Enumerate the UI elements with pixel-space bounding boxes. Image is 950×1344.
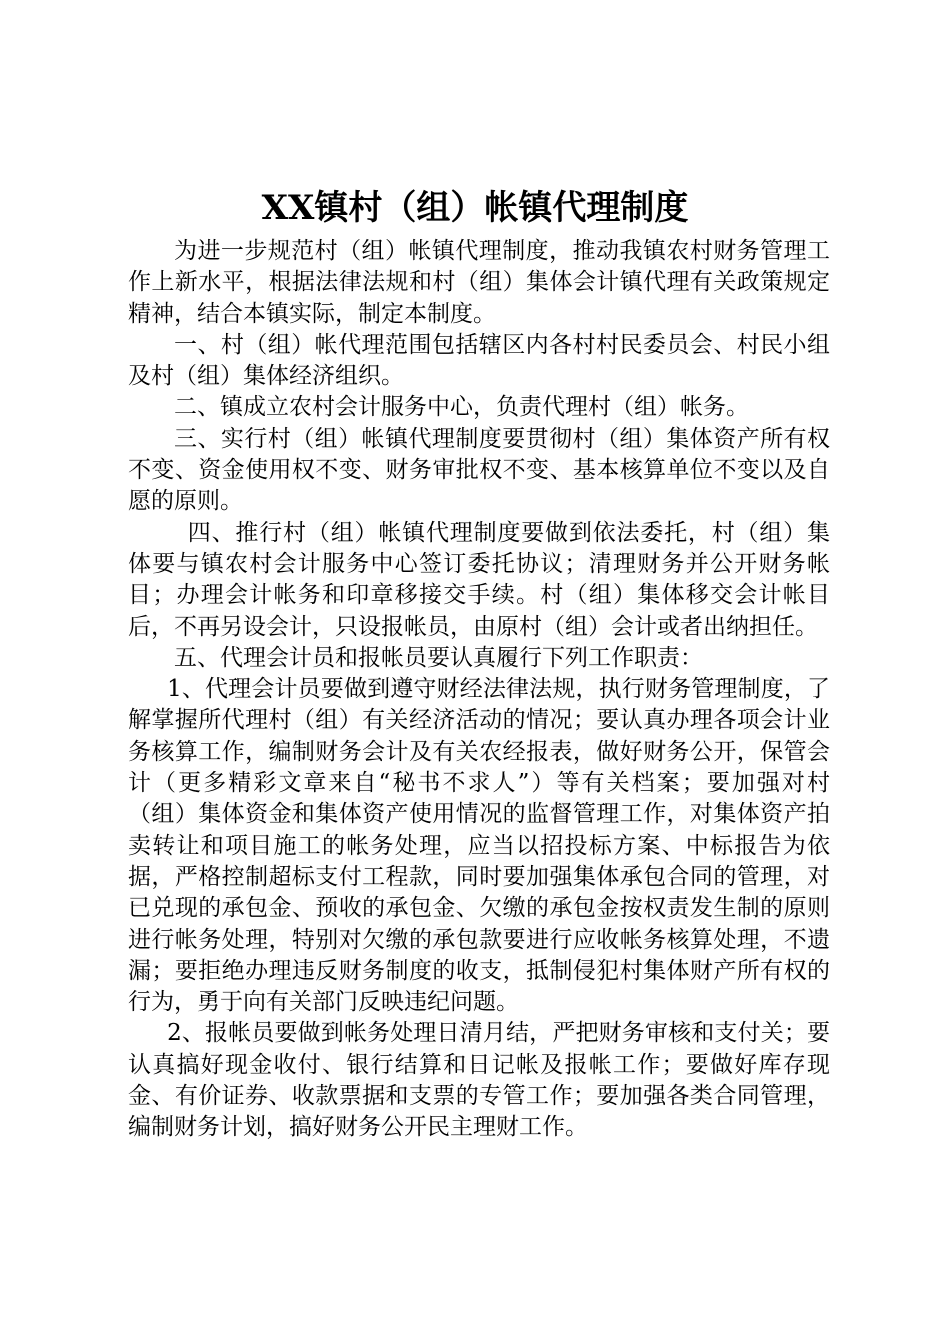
document-title: XX镇村（组）帐镇代理制度 <box>261 188 689 228</box>
duty-2-paragraph: 2、报帐员要做到帐务处理日清月结，严把财务审核和支付关；要认真搞好现金收付、银行结算和日记帐及报帐工作；要做好库存现金、有价证券、收款票据和支票的专管工作；要加强各类合同管理，编制财务计划，搞好财务公开民主理财工作。 <box>128 1020 830 1141</box>
document-body <box>128 236 830 1144</box>
clause-2-paragraph: 二、镇成立农村会计服务中心，负责代理村（组）帐务。 <box>174 394 749 421</box>
duty-1-paragraph: 1、代理会计员要做到遵守财经法律法规，执行财务管理制度，了解掌握所代理村（组）有关经济活动的情况；要认真办理各项会计业务核算工作，编制财务会计及有关农经报表，做好财务公开，保管会计（更多精彩文章来自“秘书不求人”）等有关档案；要加强对村（组）集体资金和集体资产使用情况的监督管理工作，对集体资产拍卖转让和项目施工的帐务处理，应当以招投标方案、中标报告为依据，严格控制超标支付工程款，同时要加强集体承包合同的管理，对已兑现的承包金、预收的承包金、欠缴的承包金按权责发生制的原则进行帐务处理，特别对欠缴的承包款要进行应收帐务核算处理，不遗漏；要拒绝办理违反财务制度的收支，抵制侵犯村集体财产所有权的行为，勇于向有关部门反映违纪问题。 <box>128 676 830 1016</box>
clause-4-paragraph: 四、推行村（组）帐镇代理制度要做到依法委托，村（组）集体要与镇农村会计服务中心签订委托协议；清理财务并公开财务帐目；办理会计帐务和印章移接交手续。村（组）集体移交会计帐目后，不再另设会计，只设报帐员，由原村（组）会计或者出纳担任。 <box>128 519 830 640</box>
clause-5-paragraph: 五、代理会计员和报帐员要认真履行下列工作职责： <box>174 644 703 671</box>
intro-paragraph: 为进一步规范村（组）帐镇代理制度，推动我镇农村财务管理工作上新水平，根据法律法规和村（组）集体会计镇代理有关政策规定精神，结合本镇实际，制定本制度。 <box>128 238 830 327</box>
clause-1-paragraph: 一、村（组）帐代理范围包括辖区内各村村民委员会、村民小组及村（组）集体经济组织。 <box>128 331 830 390</box>
clause-3-paragraph: 三、实行村（组）帐镇代理制度要贯彻村（组）集体资产所有权不变、资金使用权不变、财务审批权不变、基本核算单位不变以及自愿的原则。 <box>128 425 830 515</box>
